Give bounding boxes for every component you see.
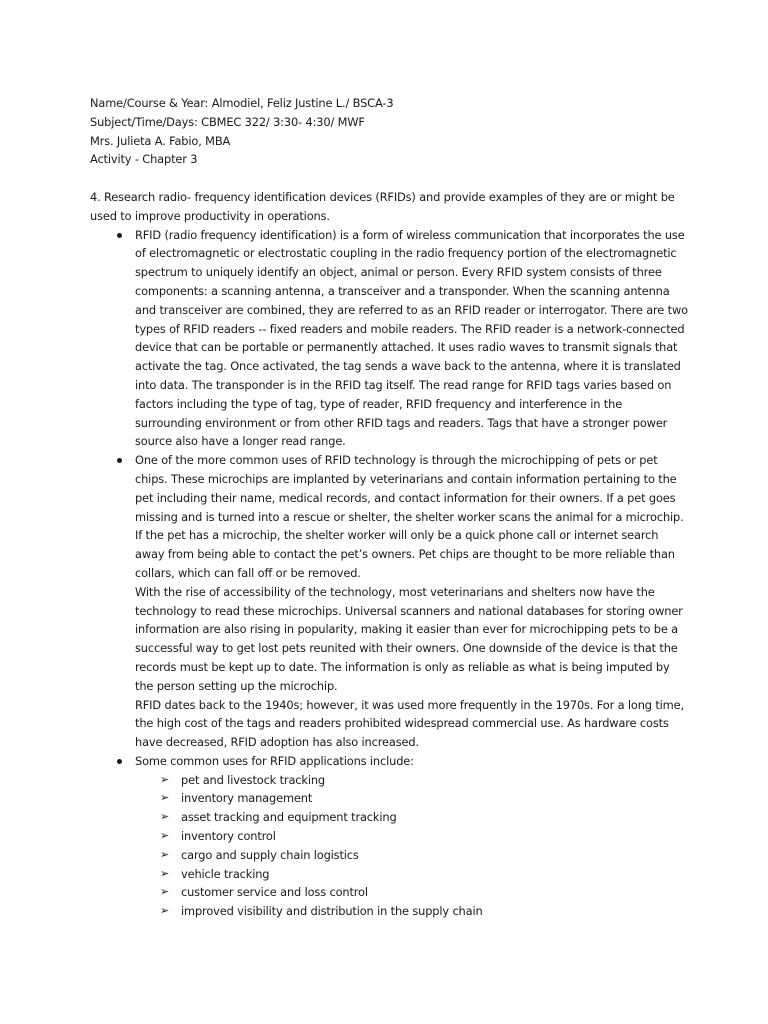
list-item-text: asset tracking and equipment tracking <box>181 810 397 825</box>
arrowhead-bullet-icon: ➢ <box>160 847 170 861</box>
list-item <box>135 827 690 846</box>
instructor-line: Mrs. Julieta A. Fabio, MBA <box>90 133 231 148</box>
list-item <box>135 902 690 921</box>
bullet-icon <box>117 759 122 764</box>
arrowhead-bullet-icon: ➢ <box>160 791 170 805</box>
list-item <box>135 789 690 808</box>
bullet-paragraph: Some common uses for RFID applications include: <box>135 753 414 768</box>
arrowhead-bullet-icon: ➢ <box>160 885 170 899</box>
bullet-icon <box>117 233 122 238</box>
bullet-item-rfid-definition <box>90 226 690 452</box>
document-body <box>90 94 690 921</box>
list-item <box>135 808 690 827</box>
arrowhead-bullet-icon: ➢ <box>160 810 170 824</box>
list-item <box>135 771 690 790</box>
bullet-icon <box>117 458 122 463</box>
arrowhead-bullet-icon: ➢ <box>160 829 170 843</box>
arrowhead-bullet-icon: ➢ <box>160 866 170 880</box>
bullet-paragraph: One of the more common uses of RFID technology is through the microchipping of pets or pet chips. These microchips are implanted by veterinarians and contain information pertaining to the pet including their name, medical records, and contact information for their owners. If a pet goes missing and is turned into a rescue or shelter, the shelter worker scans the animal for a microchip. If the pet has a microchip, the shelter worker will only be a quick phone call or internet search away from being able to contact the pet’s owners. Pet chips are thought to be more reliable than collars, which can fall off or be removed. <box>135 453 684 580</box>
question-text: 4. Research radio- frequency identification devices (RFIDs) and provide examples of they are or might be used to improve productivity in operations. <box>90 189 675 223</box>
name-course-line: Name/Course & Year: Almodiel, Feliz Justine L./ BSCA-3 <box>90 96 394 110</box>
list-item-text: customer service and loss control <box>181 885 368 900</box>
list-item-text: improved visibility and distribution in the supply chain <box>181 904 483 919</box>
bullet-paragraph: RFID (radio frequency identification) is a form of wireless communication that incorporates the use of electromagnetic or electrostatic coupling in the radio frequency portion of the electromagnetic spectrum to uniquely identify an object, animal or person. Every RFID system consists of three components: a scanning antenna, a transceiver and a transponder. When the scanning antenna and transceiver are combined, they are referred to as an RFID reader or interrogator. There are two types of RFID readers -- fixed readers and mobile readers. The RFID reader is a network-connected device that can be portable or permanently attached. It uses radio waves to transmit signals that activate the tag. Once activated, the tag sends a wave back to the antenna, where it is translated into data. The transponder is in the RFID tag itself. The read range for RFID tags varies based on factors including the type of tag, type of reader, RFID frequency and interference in the surrounding environment or from other RFID tags and readers. Tags that have a stronger power source also have a longer read range. <box>135 227 688 449</box>
bullet-item-common-uses <box>90 752 690 921</box>
answer-bullet-list <box>90 226 690 921</box>
bullet-item-pet-microchips <box>90 451 690 752</box>
list-item <box>135 865 690 884</box>
arrowhead-bullet-icon: ➢ <box>160 904 170 918</box>
arrowhead-bullet-icon: ➢ <box>160 772 170 786</box>
list-item-text: cargo and supply chain logistics <box>181 847 359 862</box>
spacer <box>90 169 690 188</box>
bullet-paragraph: With the rise of accessibility of the technology, most veterinarians and shelters now have the technology to read these microchips. Universal scanners and national databases for storing owner information are also rising in popularity, making it easier than ever for microchipping pets to be a successful way to get lost pets reunited with their owners. One downside of the device is that the records must be kept up to date. The information is only as reliable as what is being imputed by the person setting up the microchip. <box>135 584 683 693</box>
subject-line: Subject/Time/Days: CBMEC 322/ 3:30- 4:30/ MWF <box>90 114 365 129</box>
list-item-text: pet and livestock tracking <box>181 772 326 787</box>
bullet-paragraph: RFID dates back to the 1940s; however, it was used more frequently in the 1970s. For a long time, the high cost of the tags and readers prohibited widespread commercial use. As hardware costs have decreased, RFID adoption has also increased. <box>135 697 684 750</box>
list-item-text: inventory control <box>181 829 276 844</box>
list-item <box>135 846 690 865</box>
list-item <box>135 883 690 902</box>
list-item-text: inventory management <box>181 791 313 806</box>
list-item-text: vehicle tracking <box>181 866 270 881</box>
activity-line: Activity - Chapter 3 <box>90 152 198 167</box>
uses-sub-list <box>135 771 690 921</box>
